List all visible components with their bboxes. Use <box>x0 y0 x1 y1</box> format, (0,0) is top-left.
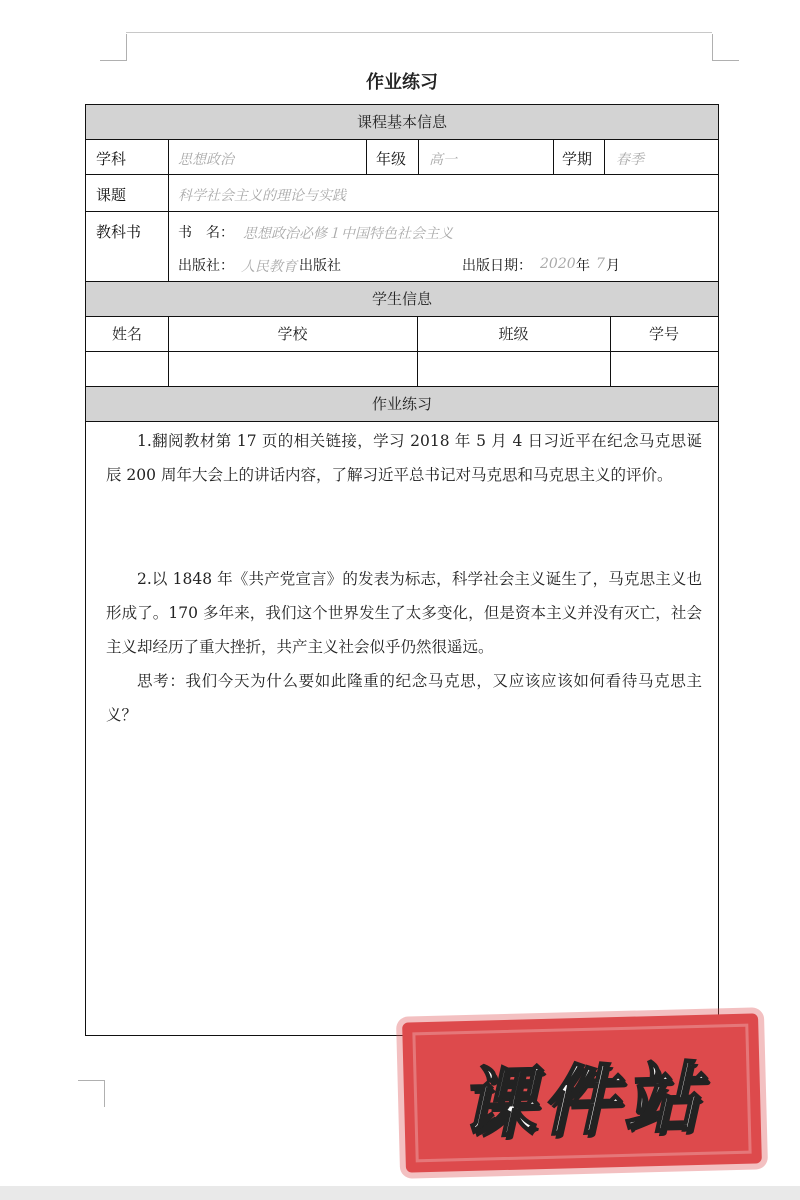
book-name-label: 书 名： <box>178 225 234 241</box>
student-info-header: 学生信息 <box>86 282 718 317</box>
pub-year: 2020 <box>540 256 576 272</box>
corner-mark-bottom-left <box>78 1080 105 1107</box>
publisher-value: 人民教育 <box>241 259 297 275</box>
bottom-strip <box>0 1186 800 1200</box>
course-info-header: 课程基本信息 <box>86 105 718 140</box>
homework-header: 作业练习 <box>86 387 718 422</box>
student-entry-row <box>86 352 718 387</box>
month-unit: 月 <box>606 258 620 274</box>
topic-row <box>86 175 718 212</box>
page-title: 作业练习 <box>366 72 438 93</box>
homework-paragraph-3: 思考：我们今天为什么要如此隆重的纪念马克思，又应该应该如何看待马克思主义？ <box>106 672 702 724</box>
student-col-name: 姓名 <box>111 325 142 343</box>
pub-month: 7 <box>596 256 605 272</box>
watermark-text: 课件站 <box>458 1052 707 1149</box>
publisher-suffix: 出版社 <box>299 258 341 274</box>
textbook-label: 教科书 <box>96 223 142 241</box>
year-unit: 年 <box>576 258 590 274</box>
textbook-row <box>86 212 718 282</box>
page-top-rule <box>126 32 712 33</box>
topic-label: 课题 <box>96 186 127 204</box>
corner-mark-top-right <box>712 34 739 61</box>
homework-paragraph-2: 2.以 1848 年《共产党宣言》的发表为标志，科学社会主义诞生了，马克思主义也形成了。170 多年来，我们这个世界发生了太多变化，但是资本主义并没有灭亡，社会主义却经历了重大挫折，共产主义社会似乎仍然很遥远。 <box>106 570 702 656</box>
homework-paragraph-1: 1.翻阅教材第 17 页的相关链接，学习 2018 年 5 月 4 日习近平在纪念马克思诞辰 200 周年大会上的讲话内容，了解习近平总书记对马克思和马克思主义的评价。 <box>106 432 702 484</box>
term-value: 春季 <box>616 152 644 168</box>
grade-value: 高一 <box>429 152 457 168</box>
student-col-class: 班级 <box>498 325 529 343</box>
student-header-row <box>86 317 718 352</box>
book-name-value: 思想政治必修１中国特色社会主义 <box>243 226 453 242</box>
corner-mark-top-left <box>100 34 127 61</box>
subject-label: 学科 <box>96 150 127 168</box>
topic-value: 科学社会主义的理论与实践 <box>178 188 346 204</box>
student-col-id: 学号 <box>648 325 679 343</box>
term-label: 学期 <box>562 150 593 168</box>
grade-label: 年级 <box>376 150 407 168</box>
subject-value: 思想政治 <box>178 152 234 168</box>
publisher-label: 出版社： <box>178 258 234 274</box>
subject-row <box>86 140 718 175</box>
watermark-stamp <box>402 1013 762 1172</box>
student-col-school: 学校 <box>277 325 308 343</box>
pub-date-label: 出版日期： <box>462 258 532 274</box>
homework-sheet <box>85 104 719 1036</box>
